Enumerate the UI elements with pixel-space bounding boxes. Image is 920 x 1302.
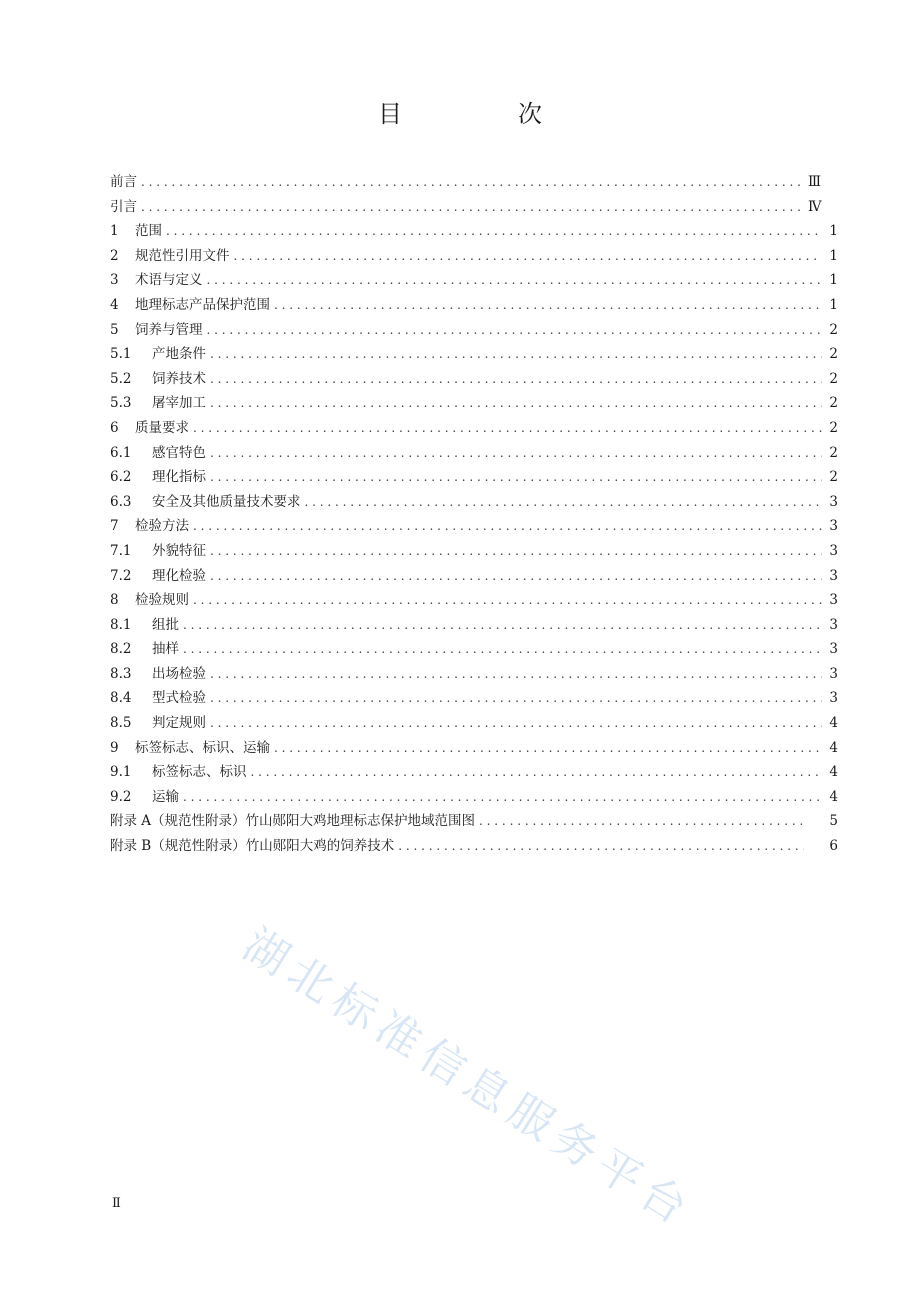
toc-entry-label: 组批	[152, 616, 179, 633]
toc-entry-label: 饲养与管理	[135, 321, 203, 338]
toc-entry[interactable]	[110, 613, 838, 638]
dot-leader	[234, 249, 823, 263]
toc-entry-label: 外貌特征	[152, 542, 206, 559]
toc-entry-label: 屠宰加工	[152, 395, 206, 412]
toc-entry-label: 感官特色	[152, 444, 206, 461]
toc-entry-page: 6	[829, 838, 838, 855]
toc-entry-number: 8.4	[110, 690, 132, 707]
toc-entry-page: 2	[829, 419, 838, 436]
dot-leader	[274, 298, 822, 312]
toc-entry-label: 规范性引用文件	[135, 247, 230, 264]
toc-entry-label: 质量要求	[135, 419, 189, 436]
watermark: 湖北标准信息服务平台	[234, 919, 703, 1238]
page-number: Ⅱ	[112, 1196, 121, 1211]
toc-entry-page: 1	[829, 247, 838, 264]
dot-leader	[183, 790, 822, 804]
toc-entry-number: 7.1	[110, 542, 132, 559]
dot-leader	[210, 446, 822, 460]
toc-entry-page: 3	[829, 542, 838, 559]
toc-entry[interactable]	[110, 490, 838, 515]
dot-leader	[210, 667, 822, 681]
toc-entry-page: 3	[829, 665, 838, 682]
toc-entry-number: 9	[110, 739, 119, 756]
toc-entry-label: 安全及其他质量技术要求	[152, 493, 301, 510]
toc-entry-number: 5.2	[110, 370, 132, 387]
toc-entry-page: 4	[829, 764, 838, 781]
toc-entry-page: 3	[829, 641, 838, 658]
dot-leader	[210, 716, 822, 730]
dot-leader	[193, 593, 822, 607]
toc-entry-number: 9.1	[110, 764, 132, 781]
table-of-contents	[110, 170, 838, 859]
dot-leader	[193, 519, 822, 533]
toc-entry-label: 范围	[135, 223, 162, 240]
toc-entry-number: 3	[110, 272, 119, 289]
toc-entry[interactable]	[110, 195, 838, 220]
toc-entry-label: 型式检验	[152, 690, 206, 707]
toc-entry[interactable]	[110, 760, 838, 785]
toc-entry-number: 6	[110, 419, 119, 436]
toc-entry-page: 4	[829, 715, 838, 732]
dot-leader	[398, 839, 804, 853]
toc-entry[interactable]	[110, 367, 838, 392]
toc-entry-page: 1	[829, 272, 838, 289]
toc-entry-label: 抽样	[152, 641, 179, 658]
toc-entry-page: 2	[829, 370, 838, 387]
dot-leader	[210, 691, 822, 705]
toc-entry[interactable]	[110, 564, 838, 589]
toc-entry-number: 6.2	[110, 469, 132, 486]
toc-entry[interactable]	[110, 268, 838, 293]
toc-entry-number: 1	[110, 223, 119, 240]
toc-entry-label: 附录 A（规范性附录）竹山郧阳大鸡地理标志保护地域范围图	[110, 813, 476, 830]
dot-leader	[207, 323, 823, 337]
dot-leader	[210, 470, 822, 484]
dot-leader	[210, 396, 822, 410]
dot-leader	[141, 175, 800, 189]
toc-entry-label: 理化指标	[152, 469, 206, 486]
toc-entry-label: 引言	[110, 198, 137, 215]
toc-entry-number: 8	[110, 592, 119, 609]
dot-leader	[274, 741, 822, 755]
toc-entry-label: 地理标志产品保护范围	[135, 296, 270, 313]
toc-entry-number: 5.1	[110, 346, 132, 363]
toc-entry-page: Ⅳ	[808, 198, 822, 215]
toc-entry-number: 9.2	[110, 788, 132, 805]
toc-entry[interactable]	[110, 244, 838, 269]
toc-entry-label: 运输	[152, 788, 179, 805]
toc-entry-number: 8.2	[110, 641, 132, 658]
toc-entry-page: Ⅲ	[808, 174, 822, 190]
toc-entry[interactable]	[110, 588, 838, 613]
toc-entry-label: 出场检验	[152, 665, 206, 682]
toc-entry-label: 检验方法	[135, 518, 189, 535]
dot-leader	[210, 569, 822, 583]
toc-entry-number: 6.3	[110, 493, 132, 510]
toc-entry-page: 3	[829, 616, 838, 633]
dot-leader	[193, 421, 822, 435]
toc-entry-label: 附录 B（规范性附录）竹山郧阳大鸡的饲养技术	[110, 838, 395, 855]
toc-entry[interactable]	[110, 342, 838, 367]
dot-leader	[210, 372, 822, 386]
toc-entry-label: 前言	[110, 174, 137, 190]
dot-leader	[210, 347, 822, 361]
toc-entry[interactable]	[110, 809, 838, 834]
toc-entry[interactable]	[110, 465, 838, 490]
toc-entry[interactable]	[110, 736, 838, 761]
toc-entry-label: 检验规则	[135, 592, 189, 609]
toc-entry-label: 标签标志、标识、运输	[135, 739, 270, 756]
toc-entry-number: 6.1	[110, 444, 132, 461]
toc-entry-number: 2	[110, 247, 119, 264]
toc-entry-page: 2	[829, 321, 838, 338]
toc-entry-label: 术语与定义	[135, 272, 203, 289]
toc-entry-page: 2	[829, 469, 838, 486]
dot-leader	[166, 224, 822, 238]
toc-entry[interactable]	[110, 514, 838, 539]
toc-entry-page: 2	[829, 346, 838, 363]
toc-entry-page: 5	[829, 813, 838, 830]
toc-entry-page: 1	[829, 223, 838, 240]
toc-entry[interactable]	[110, 391, 838, 416]
toc-entry-number: 8.1	[110, 616, 132, 633]
toc-entry[interactable]	[110, 293, 838, 318]
toc-entry[interactable]	[110, 834, 838, 859]
dot-leader	[305, 495, 823, 509]
toc-entry-label: 产地条件	[152, 346, 206, 363]
toc-entry-label: 饲养技术	[152, 370, 206, 387]
dot-leader	[207, 273, 823, 287]
toc-entry-page: 2	[829, 444, 838, 461]
page-title: 目 次	[378, 100, 588, 128]
toc-entry[interactable]	[110, 219, 838, 244]
toc-entry[interactable]	[110, 637, 838, 662]
toc-entry[interactable]	[110, 416, 838, 441]
toc-entry[interactable]	[110, 686, 838, 711]
toc-entry[interactable]	[110, 785, 838, 810]
toc-entry[interactable]	[110, 711, 838, 736]
toc-entry-page: 1	[829, 296, 838, 313]
dot-leader	[183, 618, 822, 632]
toc-entry-number: 5.3	[110, 395, 132, 412]
toc-entry-number: 8.3	[110, 665, 132, 682]
toc-entry-label: 标签标志、标识	[152, 764, 247, 781]
toc-entry-label: 判定规则	[152, 715, 206, 732]
dot-leader	[251, 765, 823, 779]
toc-entry-page: 4	[829, 788, 838, 805]
toc-entry-page: 4	[829, 739, 838, 756]
toc-entry-number: 7	[110, 518, 119, 535]
toc-entry-page: 3	[829, 567, 838, 584]
toc-entry-page: 3	[829, 493, 838, 510]
toc-entry-page: 3	[829, 518, 838, 535]
toc-entry-number: 5	[110, 321, 119, 338]
toc-entry-number: 8.5	[110, 715, 132, 732]
dot-leader	[141, 200, 800, 214]
toc-entry[interactable]	[110, 170, 838, 195]
dot-leader	[210, 544, 822, 558]
dot-leader	[479, 814, 804, 828]
toc-entry-page: 3	[829, 592, 838, 609]
toc-entry-number: 4	[110, 296, 119, 313]
toc-entry[interactable]	[110, 441, 838, 466]
toc-entry[interactable]	[110, 539, 838, 564]
toc-entry-page: 3	[829, 690, 838, 707]
dot-leader	[183, 642, 822, 656]
toc-entry[interactable]	[110, 318, 838, 343]
toc-entry-number: 7.2	[110, 567, 132, 584]
toc-entry[interactable]	[110, 662, 838, 687]
toc-entry-page: 2	[829, 395, 838, 412]
toc-entry-label: 理化检验	[152, 567, 206, 584]
